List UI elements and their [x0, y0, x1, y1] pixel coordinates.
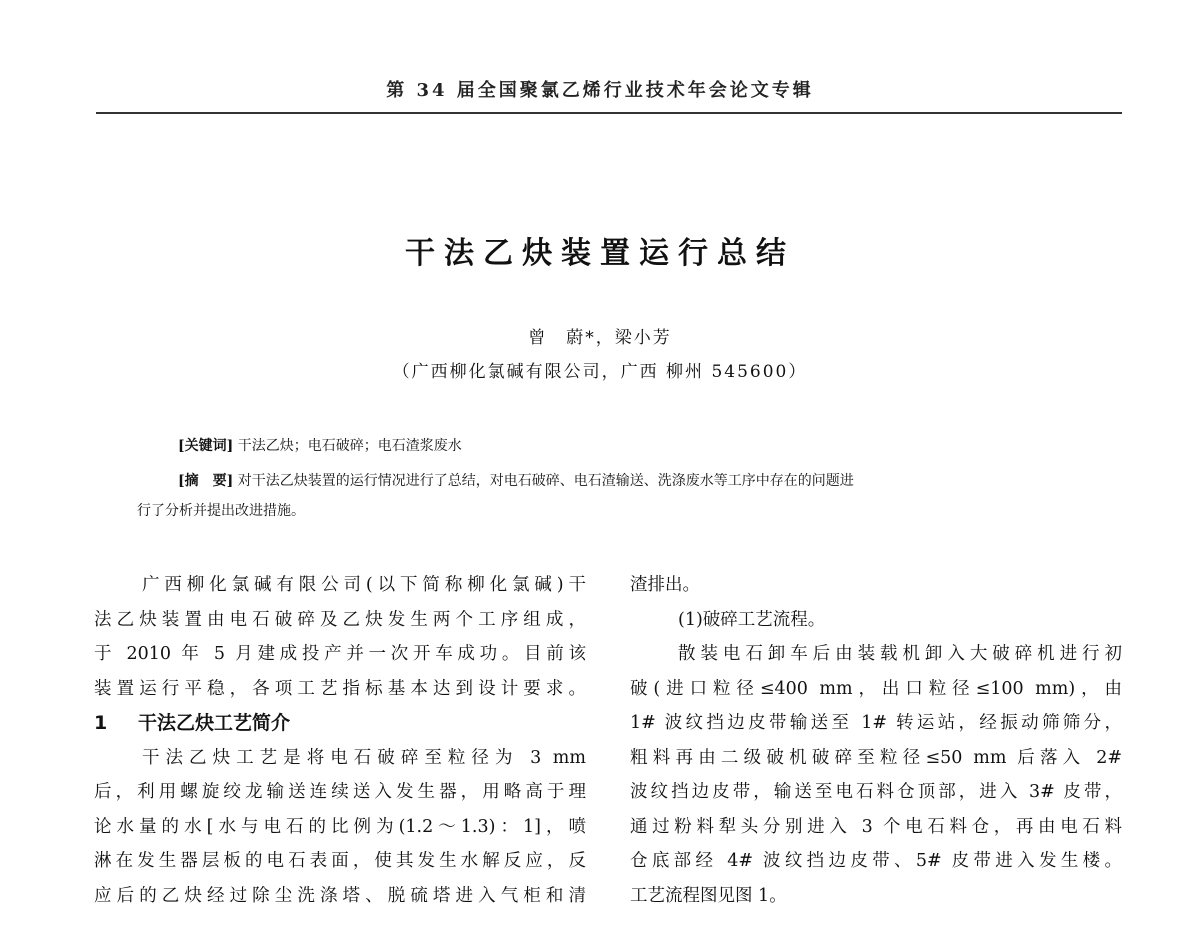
keywords-text: 干法乙炔；电石破碎；电石渣浆废水 [233, 438, 462, 454]
body-line: 仓底部经 4# 波纹挡边皮带、5# 皮带进入发生楼。 [630, 851, 1122, 871]
body-line: 论水量的水[水与电石的比例为(1.2～1.3)：1]，喷 [94, 816, 586, 837]
header-rule [96, 112, 1122, 114]
keywords-tag: [关键词] [178, 438, 234, 454]
abstract-line-2: 行了分析并提出改进措施。 [137, 503, 305, 519]
body-line: 散装电石卸车后由装载机卸入大破碎机进行初 [678, 644, 1122, 664]
section-number: 1 [94, 712, 108, 734]
body-line: 波纹挡边皮带，输送至电石料仓顶部，进入 3# 皮带， [630, 782, 1122, 802]
body-line: 渣排出。 [630, 575, 700, 595]
body-line: 通过粉料犁头分别进入 3 个电石料仓，再由电石料 [630, 816, 1122, 837]
section-title: 干法乙炔工艺简介 [138, 712, 291, 734]
body-line: 1# 波纹挡边皮带输送至 1# 转运站，经振动筛筛分， [630, 713, 1122, 733]
body-line: 于 2010 年 5 月建成投产并一次开车成功。目前该 [94, 644, 586, 664]
abstract-line-1 [137, 466, 1097, 496]
body-line: 应后的乙炔经过除尘洗涤塔、脱硫塔进入气柜和清 [94, 885, 586, 906]
subheading: (1)破碎工艺流程。 [678, 609, 826, 630]
body-line: 装置运行平稳，各项工艺指标基本达到设计要求。 [94, 678, 586, 699]
abstract-text-1: 对干法乙炔装置的运行情况进行了总结，对电石破碎、电石渣输送、洗涤废水等工序中存在的问题进 [233, 473, 854, 489]
abstract-tag: [摘 要] [178, 473, 234, 489]
body-line: 法乙炔装置由电石破碎及乙炔发生两个工序组成， [94, 609, 586, 630]
left-column [94, 568, 586, 913]
running-header: 第 34 届全国聚氯乙烯行业技术年会论文专辑 [386, 80, 814, 101]
right-column [630, 568, 1122, 913]
body-line: 破(进口粒径≤400 mm，出口粒径≤100 mm)，由 [630, 678, 1122, 699]
body-line: 粗料再由二级破机破碎至粒径≤50 mm 后落入 2# [630, 747, 1122, 768]
abstract [137, 466, 1097, 526]
body-line: 干法乙炔工艺是将电石破碎至粒径为 3 mm [142, 747, 586, 768]
body-line: 工艺流程图见图 1。 [630, 885, 787, 906]
body-line: 后，利用螺旋绞龙输送连续送入发生器，用略高于理 [94, 782, 586, 802]
body-line: 广西柳化氯碱有限公司(以下简称柳化氯碱)干 [142, 575, 586, 595]
affiliation: （广西柳化氯碱有限公司，广西 柳州 545600） [392, 362, 808, 382]
keywords [178, 436, 1108, 456]
section-heading [94, 706, 586, 741]
body-line: 淋在发生器层板的电石表面，使其发生水解反应，反 [94, 851, 586, 871]
authors: 曾 蔚*，梁小芳 [528, 328, 672, 348]
paper-title: 干法乙炔装置运行总结 [405, 236, 795, 271]
